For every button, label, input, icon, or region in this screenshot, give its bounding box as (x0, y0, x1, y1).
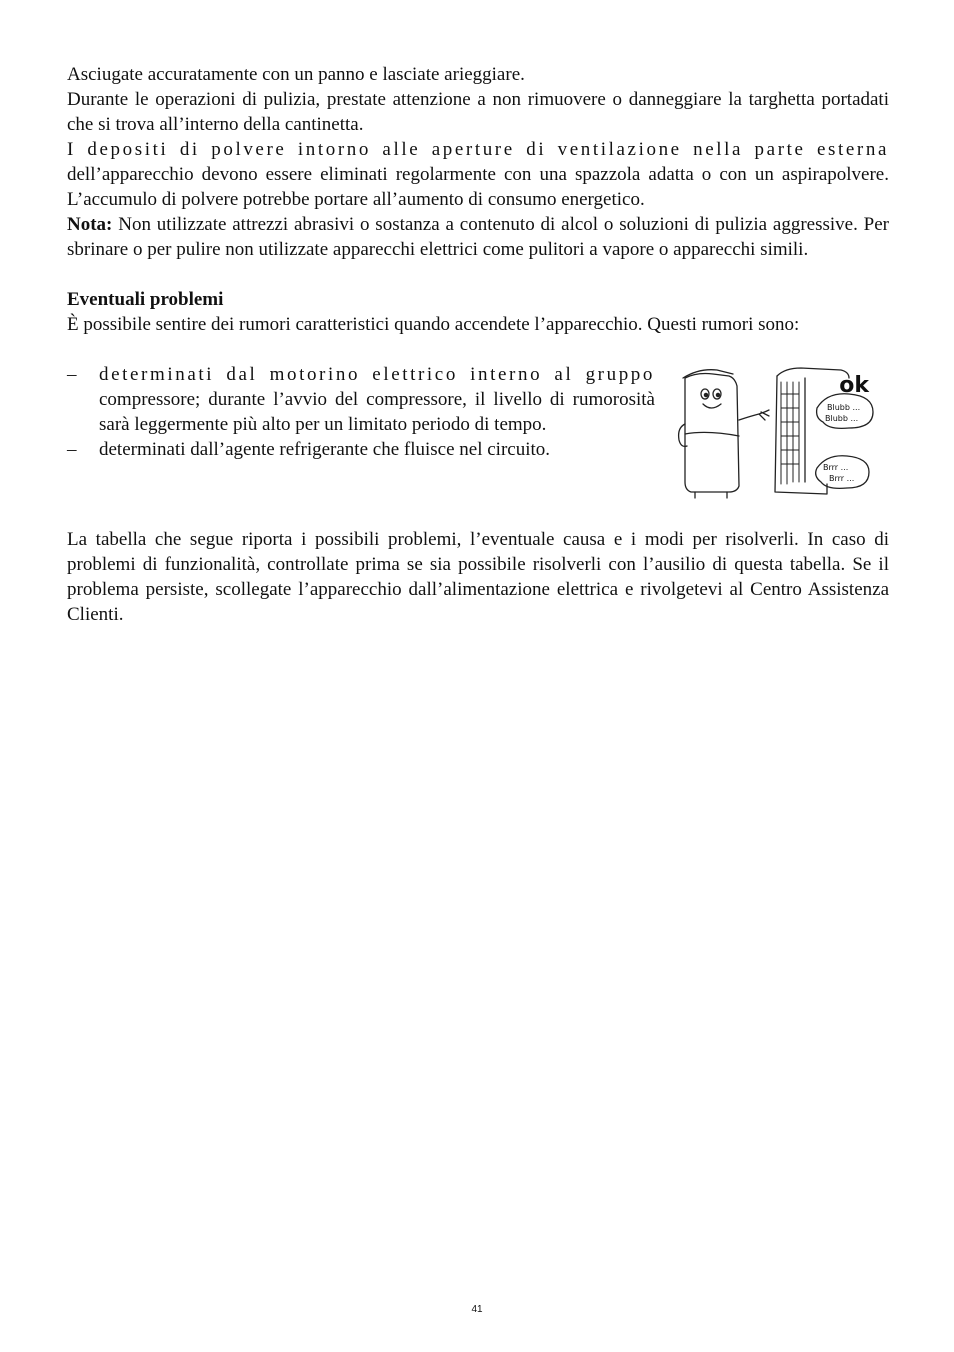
paragraph-dust-rest: dell’apparecchio devono essere eliminati regolarmente con una spazzola adatta o con un aspirapolvere. L’accumulo di polvere potrebbe portare all’aumento di consumo energetico. (67, 164, 889, 210)
fridge-cartoon-illustration (677, 364, 893, 502)
list-item-first-line: determinati dal motorino elettrico interno al gruppo (99, 364, 655, 385)
ok-label: ok (839, 373, 869, 398)
smile (703, 404, 721, 408)
paragraph-dust-first-line: I depositi di polvere intorno alle aperture di ventilazione nella parte esterna (67, 139, 889, 160)
sound-label-blubb-1: Blubb ... (827, 403, 861, 412)
left-arm (679, 424, 687, 446)
condenser-coils (781, 382, 799, 484)
noise-list (67, 362, 655, 462)
paragraph-dust (67, 137, 889, 212)
list-item (67, 437, 655, 462)
paragraph-dry: Asciugate accuratamente con un panno e lasciate arieggiare. (67, 64, 525, 85)
sound-label-brrr-2: Brrr ... (829, 474, 855, 483)
fridge-feet (695, 492, 727, 498)
paragraph-note (67, 212, 889, 262)
fridge-door-line (685, 432, 739, 436)
bullet-dash: – (67, 439, 77, 460)
noise-list-block (67, 362, 889, 502)
page-number: 41 (471, 1304, 483, 1315)
note-label: Nota: (67, 214, 113, 235)
paragraph-nameplate: Durante le operazioni di pulizia, prestate attenzione a non rimuovere o danneggiare la targhetta portadati che si trova all’interno della cantinetta. (67, 89, 889, 135)
cutaway-top (777, 368, 849, 378)
sound-label-brrr-1: Brrr ... (823, 463, 849, 472)
list-item (67, 362, 655, 437)
list-item-rest: compressore; durante l’avvio del compressore, il livello di rumorosità sarà leggermente più alto per un limitato periodo di tempo. (99, 389, 655, 435)
bullet-dash: – (67, 364, 77, 385)
speech-bubble-brrr (816, 456, 869, 489)
section-outro: La tabella che segue riporta i possibili problemi, l’eventuale causa e i modi per risolverli. In caso di problemi di funzionalità, controllate prima se sia possibile risolverli con l’ausilio di questa tabella. Se il problema persiste, scollegate l’apparecchio dall’alimentazione elettrica e rivolgetevi al Centro Assistenza Clienti. (67, 529, 889, 625)
document-page (67, 62, 889, 627)
section-heading: Eventuali problemi (67, 289, 224, 310)
note-text: Non utilizzate attrezzi abrasivi o sostanza a contenuto di alcol o soluzioni di pulizia aggressive. Per sbrinare o per pulire non utilizzate apparecchi elettrici come pulitori a vapore o apparecchi simili. (67, 214, 889, 260)
sound-label-blubb-2: Blubb ... (825, 414, 859, 423)
pointing-arm (739, 410, 769, 420)
section-intro: È possibile sentire dei rumori caratteristici quando accendete l’apparecchio. Questi rumori sono: (67, 314, 800, 335)
list-item-first-line: determinati dall’agente refrigerante che fluisce nel circuito. (99, 439, 551, 460)
